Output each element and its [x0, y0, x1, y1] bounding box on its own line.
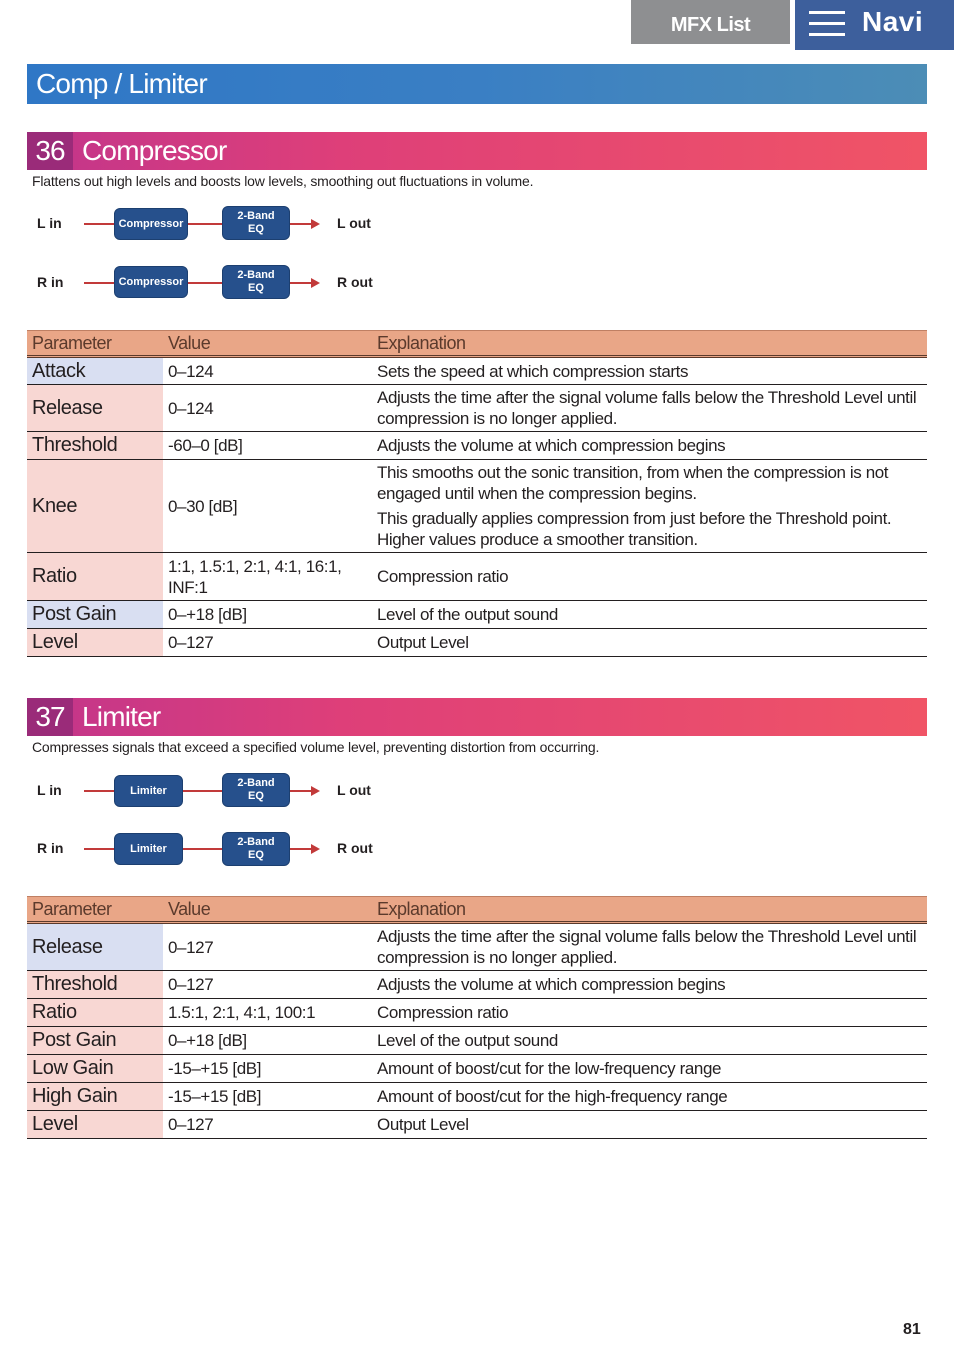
hamburger-menu-icon [809, 11, 845, 37]
param-value-cell: 1:1, 1.5:1, 2:1, 4:1, 16:1, INF:1 [163, 553, 372, 601]
signal-line [290, 790, 312, 792]
param-explanation-cell [372, 432, 927, 460]
eq-line1: 2-Band [237, 210, 275, 222]
param-explanation-cell [372, 1111, 927, 1139]
param-name-cell: Attack [27, 357, 163, 385]
r-in-label: R in [37, 274, 64, 290]
effect-name: Compressor [82, 135, 227, 166]
param-explanation-cell [372, 460, 927, 553]
explanation-text: Amount of boost/cut for the high-frequency range [377, 1087, 728, 1106]
eq-line1: 2-Band [237, 836, 275, 848]
r-in-label: R in [37, 840, 64, 856]
compressor-block: Compressor [114, 208, 188, 240]
effect-header-limiter [27, 698, 927, 736]
explanation-text: This gradually applies compression from just before the Threshold point. Higher values produce a smoother transition. [377, 509, 892, 549]
param-value-cell: 0–30 [dB] [163, 460, 372, 553]
param-explanation-cell [372, 553, 927, 601]
table-row [27, 971, 927, 999]
mfx-list-label: MFX List [670, 13, 751, 36]
param-explanation-cell [372, 629, 927, 657]
param-name-cell: Level [27, 629, 163, 657]
explanation-text: Level of the output sound [377, 605, 558, 624]
signal-line [84, 223, 114, 225]
table-row [27, 1083, 927, 1111]
arrow-right-icon [311, 844, 320, 854]
effect-description: Flattens out high levels and boosts low levels, smoothing out fluctuations in volume. [32, 173, 534, 189]
param-explanation-cell [372, 1055, 927, 1083]
param-name-cell: Release [27, 923, 163, 971]
arrow-right-icon [311, 219, 320, 229]
eq-line2: EQ [248, 849, 264, 861]
header-value: Value [163, 897, 372, 923]
table-row [27, 999, 927, 1027]
param-value-cell: -60–0 [dB] [163, 432, 372, 460]
signal-line [84, 790, 114, 792]
param-name-cell: Release [27, 385, 163, 432]
limiter-block: Limiter [114, 833, 183, 865]
arrow-right-icon [311, 786, 320, 796]
param-explanation-cell [372, 999, 927, 1027]
param-explanation-cell [372, 385, 927, 432]
header-explanation: Explanation [372, 897, 927, 923]
param-name-cell: Knee [27, 460, 163, 553]
param-name-cell: Post Gain [27, 1027, 163, 1055]
param-name-cell: High Gain [27, 1083, 163, 1111]
compressor-parameter-table [27, 330, 927, 657]
param-explanation-cell [372, 357, 927, 385]
explanation-text: Output Level [377, 633, 469, 652]
param-name-cell: Threshold [27, 971, 163, 999]
explanation-text: Adjusts the volume at which compression begins [377, 975, 726, 994]
table-row [27, 460, 927, 553]
param-explanation-cell [372, 971, 927, 999]
signal-line [290, 282, 312, 284]
effect-number: 37 [27, 698, 73, 736]
limiter-parameter-table [27, 896, 927, 1139]
param-name-cell: Low Gain [27, 1055, 163, 1083]
explanation-text: Adjusts the time after the signal volume falls below the Threshold Level until compression is no longer applied. [377, 927, 917, 967]
table-row [27, 1055, 927, 1083]
r-out-label: R out [337, 274, 373, 290]
param-value-cell: 0–+18 [dB] [163, 601, 372, 629]
param-value-cell: 0–+18 [dB] [163, 1027, 372, 1055]
param-value-cell: 1.5:1, 2:1, 4:1, 100:1 [163, 999, 372, 1027]
param-value-cell: 0–127 [163, 1111, 372, 1139]
table-body [27, 923, 927, 1139]
signal-line [290, 223, 312, 225]
table-header-row [27, 331, 927, 357]
param-value-cell: 0–127 [163, 971, 372, 999]
header-explanation: Explanation [372, 331, 927, 357]
explanation-text: Adjusts the time after the signal volume falls below the Threshold Level until compression is no longer applied. [377, 388, 917, 428]
eq-line2: EQ [248, 790, 264, 802]
header-parameter: Parameter [27, 331, 163, 357]
signal-line [183, 848, 222, 850]
explanation-text: This smooths out the sonic transition, from when the compression is not engaged until when the compression begins. [377, 463, 889, 503]
signal-line [290, 848, 312, 850]
explanation-text: Sets the speed at which compression starts [377, 361, 689, 381]
table-row [27, 601, 927, 629]
r-out-label: R out [337, 840, 373, 856]
param-name-cell: Post Gain [27, 601, 163, 629]
param-value-cell: 0–127 [163, 923, 372, 971]
explanation-text: Compression ratio [377, 567, 509, 586]
param-explanation-cell [372, 923, 927, 971]
l-out-label: L out [337, 215, 371, 231]
table-header-row [27, 897, 927, 923]
param-name-cell: Ratio [27, 553, 163, 601]
mfx-list-button[interactable] [631, 0, 790, 44]
l-out-label: L out [337, 782, 371, 798]
navi-button[interactable] [795, 0, 954, 50]
table-row [27, 385, 927, 432]
param-name-cell: Threshold [27, 432, 163, 460]
table-row [27, 923, 927, 971]
table-row [27, 1111, 927, 1139]
table-row [27, 357, 927, 385]
eq-block [222, 265, 290, 299]
eq-line1: 2-Band [237, 269, 275, 281]
l-in-label: L in [37, 215, 62, 231]
page-number: 81 [903, 1321, 921, 1338]
signal-flow-diagram-limiter [27, 772, 427, 882]
param-explanation-cell [372, 1083, 927, 1111]
table-row [27, 553, 927, 601]
signal-line [183, 790, 222, 792]
explanation-text: Amount of boost/cut for the low-frequency range [377, 1059, 722, 1078]
signal-line [84, 282, 114, 284]
table-row [27, 629, 927, 657]
param-value-cell: -15–+15 [dB] [163, 1055, 372, 1083]
arrow-right-icon [311, 278, 320, 288]
param-value-cell: 0–124 [163, 357, 372, 385]
table-row [27, 1027, 927, 1055]
eq-block [222, 832, 290, 866]
param-name-cell: Ratio [27, 999, 163, 1027]
signal-line [188, 223, 222, 225]
param-explanation-cell [372, 601, 927, 629]
l-in-label: L in [37, 782, 62, 798]
explanation-text: Level of the output sound [377, 1031, 558, 1050]
signal-line [84, 848, 114, 850]
eq-line1: 2-Band [237, 777, 275, 789]
effect-header-compressor [27, 132, 927, 170]
limiter-block: Limiter [114, 775, 183, 807]
compressor-block: Compressor [114, 266, 188, 298]
param-explanation-cell [372, 1027, 927, 1055]
signal-line [188, 282, 222, 284]
effect-number: 36 [27, 132, 73, 170]
eq-line2: EQ [248, 282, 264, 294]
header-parameter: Parameter [27, 897, 163, 923]
param-value-cell: 0–124 [163, 385, 372, 432]
header-value: Value [163, 331, 372, 357]
eq-block [222, 773, 290, 807]
signal-flow-diagram-compressor [27, 205, 427, 315]
param-value-cell: 0–127 [163, 629, 372, 657]
param-value-cell: -15–+15 [dB] [163, 1083, 372, 1111]
effect-description: Compresses signals that exceed a specified volume level, preventing distortion from occurring. [32, 739, 600, 755]
eq-block [222, 206, 290, 240]
table-body [27, 357, 927, 657]
explanation-text: Compression ratio [377, 1003, 509, 1022]
param-name-cell: Level [27, 1111, 163, 1139]
navi-label: Navi [862, 6, 924, 37]
eq-line2: EQ [248, 223, 264, 235]
table-row [27, 432, 927, 460]
effect-name: Limiter [82, 701, 161, 732]
explanation-text: Output Level [377, 1115, 469, 1134]
explanation-text: Adjusts the volume at which compression begins [377, 436, 726, 455]
category-title: Comp / Limiter [27, 64, 927, 104]
